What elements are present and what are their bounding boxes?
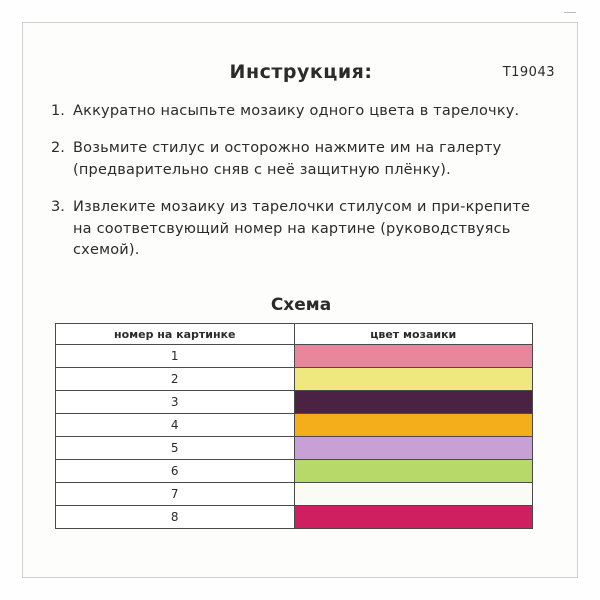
product-code: T19043 [502,65,555,80]
color-swatch [295,437,533,459]
step-text: Извлеките мозаику из тарелочки стилусом и при-крепите на соответсвующий номер на картине (руководствуясь схемой). [73,199,531,259]
step-number: 1. [51,103,65,119]
corner-mark [564,12,576,13]
table-row [56,460,533,483]
color-swatch [295,414,533,436]
steps-list [51,101,551,278]
color-swatch [295,483,533,505]
column-header-number: номер на картинке [56,324,295,345]
cell-number: 1 [56,345,295,368]
list-item [51,101,551,122]
table-row [56,414,533,437]
table-header-row [56,324,533,345]
scheme-heading: Схема [270,295,332,315]
table-body [56,345,533,529]
cell-color [294,460,533,483]
color-swatch [295,460,533,482]
cell-number: 7 [56,483,295,506]
color-swatch [295,345,533,367]
cell-number: 3 [56,391,295,414]
cell-number: 6 [56,460,295,483]
card-content [23,23,579,579]
list-item [51,197,551,261]
instruction-card [22,22,578,578]
table-row [56,506,533,529]
color-swatch [295,368,533,390]
table-row [56,368,533,391]
page-title: Инструкция: [229,61,373,83]
table-row [56,345,533,368]
list-item [51,138,551,181]
cell-number: 8 [56,506,295,529]
table-row [56,391,533,414]
color-swatch [295,506,533,528]
cell-color [294,345,533,368]
cell-color [294,506,533,529]
cell-color [294,437,533,460]
cell-number: 2 [56,368,295,391]
step-text: Аккуратно насыпьте мозаику одного цвета в тарелочку. [73,103,520,119]
cell-number: 4 [56,414,295,437]
step-number: 2. [51,140,65,157]
step-text: Возьмите стилус и осторожно нажмите им на галерту (предварительно сняв с неё защитную плёнку). [73,140,502,178]
cell-color [294,483,533,506]
cell-color [294,414,533,437]
table-row [56,437,533,460]
column-header-color: цвет мозаики [294,324,533,345]
scheme-table [55,323,533,529]
cell-color [294,391,533,414]
table-row [56,483,533,506]
cell-color [294,368,533,391]
step-number: 3. [51,199,65,216]
table-head [56,324,533,345]
color-swatch [295,391,533,413]
cell-number: 5 [56,437,295,460]
